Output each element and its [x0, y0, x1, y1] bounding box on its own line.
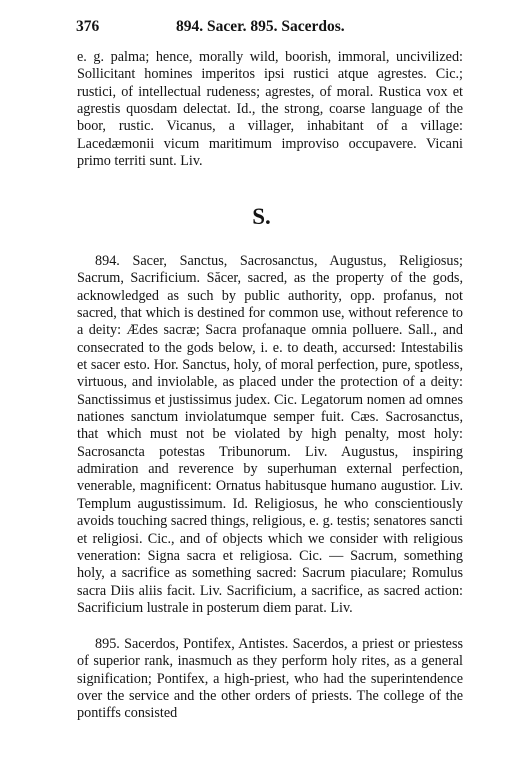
page-number: 376: [76, 18, 100, 35]
entry-895: [77, 636, 463, 723]
section-letter: S.: [252, 204, 271, 229]
entry-895-text: 895. Sacerdos, Pontifex, Antistes. Sacerdos, a priest or priestess of superior rank, inasmuch as they perform holy rites, as a general signification; Pontifex, a high-priest, who had the superintendence over the service and the other orders of priests. The college of the pontiffs consisted: [77, 636, 463, 722]
entry-894: [77, 253, 463, 617]
running-header: [76, 18, 462, 38]
continuation-paragraph: [77, 49, 463, 170]
entry-894-text: 894. Sacer, Sanctus, Sacrosanctus, Augustus, Religiosus; Sacrum, Sacrificium. Săcer, sacred, as the property of the gods, acknowledged as such by public authority, opp. profanus, not sacred, that which is destined for common use, without reference to a deity: Ædes sacræ; Sacra profanaque omnia polluere. Sall., and consecrated to the gods below, i. e. to death, accursed: Intestabilis et sacer esto. Hor. Sanctus, holy, of moral perfection, pure, spotless, virtuous, and inviolable, as placed under the protection of a deity: Sanctissimus et justissimus judex. Cic. Legatorum nomen ad omnes nationes sanctum inviolatumque semper fuit. Cæs. Sacrosanctus, that which must not be violated by high penalty, most holy: Sacrosancta potestas Tribunorum. Liv. Augustus, inspiring admiration and reverence by superhuman external perfection, venerable, magnificent: Ornatus habitusque humano augustior. Liv. Templum augustissimum. Id. Religiosus, he who conscientiously avoids touching sacred things, religious, e. g. testis; senatores sancti et religiosi. Cic., and of objects which we consider with religious veneration: Signa sacra et religiosa. Cic. — Sacrum, something holy, a sacrifice as something sacred: Sacrum piaculare; Romulus sacra Diis aliis facit. Liv. Sacrificium, a sacrifice, as sacred action: Sacrificium lustrale in posterum diem parat. Liv.: [77, 253, 463, 616]
running-title: 894. Sacer. 895. Sacerdos.: [176, 18, 345, 35]
continuation-text: e. g. palma; hence, morally wild, boorish, immoral, uncivilized: Sollicitant homines imperitos ipsi rustici atque agrestes. Cic.; rustici, of intellectual rudeness; agrestes, of moral. Rustica vox et agrestis quosdam delectat. Id., the strong, coarse language of the boor, rustic. Vicanus, a villager, inhabitant of a village: Lacedæmonii vicum maritimum improviso occupavere. Vicani primo territi sunt. Liv.: [77, 49, 463, 170]
